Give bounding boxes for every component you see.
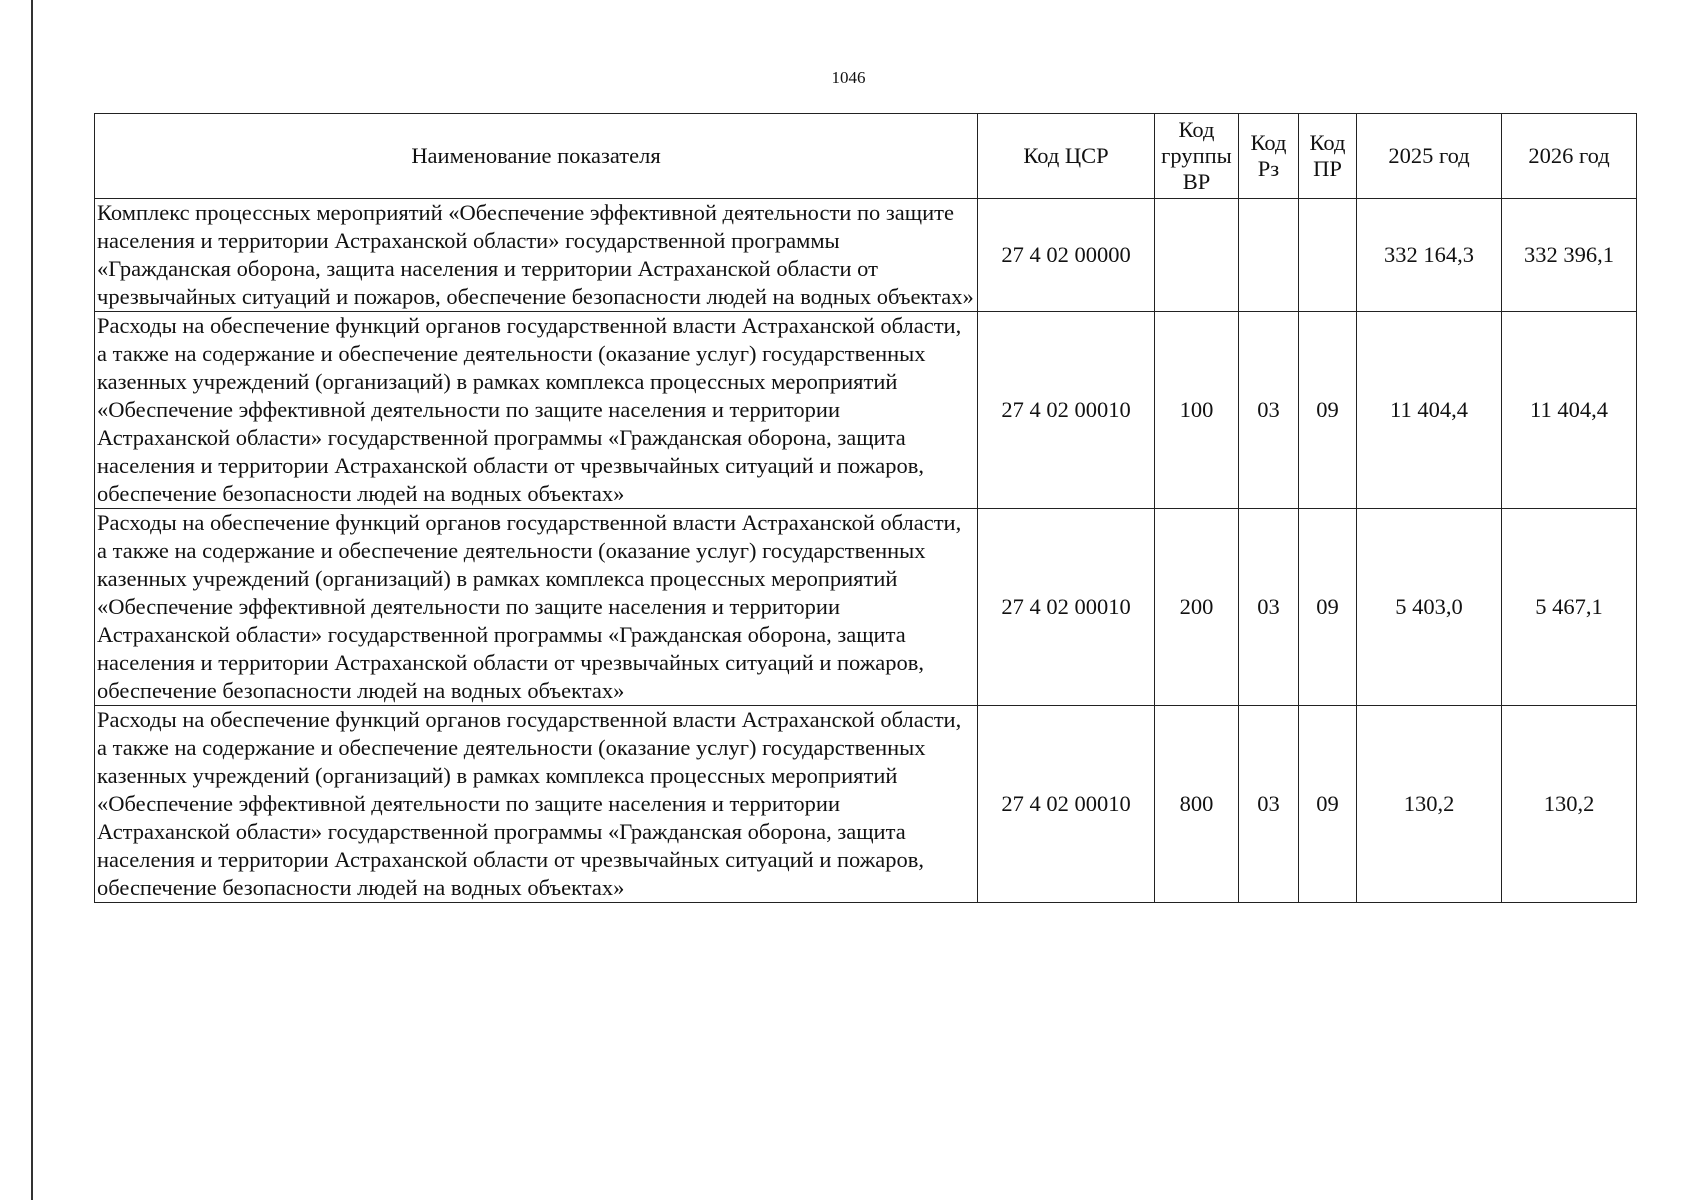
row-name: Расходы на обеспечение функций органов государственной власти Астраханской области, а также на содержание и обеспечение деятельности (оказание услуг) государственных казенных учреждений (организаций) в рамках комплекса процессных мероприятий «Обеспечение эффективной деятельности по защите населения и территории Астраханской области» государственной программы «Гражданская оборона, защита населения и территории Астраханской области от чрезвычайных ситуаций и пожаров, обеспечение безопасности людей на водных объектах» bbox=[95, 312, 978, 509]
header-csr: Код ЦСР bbox=[978, 114, 1155, 199]
binding-line bbox=[31, 0, 33, 1200]
table-row bbox=[95, 706, 1637, 903]
header-vr bbox=[1155, 114, 1239, 199]
page-number: 1046 bbox=[831, 68, 866, 87]
row-pr: 09 bbox=[1299, 509, 1357, 706]
header-vr-line-3: ВР bbox=[1182, 169, 1211, 194]
row-vr: 800 bbox=[1155, 706, 1239, 903]
header-2025: 2025 год bbox=[1357, 114, 1502, 199]
header-rz-line-2: Рз bbox=[1257, 156, 1280, 181]
row-vr: 100 bbox=[1155, 312, 1239, 509]
budget-table bbox=[94, 113, 1637, 903]
table-header-row bbox=[95, 114, 1637, 199]
row-name: Расходы на обеспечение функций органов государственной власти Астраханской области, а также на содержание и обеспечение деятельности (оказание услуг) государственных казенных учреждений (организаций) в рамках комплекса процессных мероприятий «Обеспечение эффективной деятельности по защите населения и территории Астраханской области» государственной программы «Гражданская оборона, защита населения и территории Астраханской области от чрезвычайных ситуаций и пожаров, обеспечение безопасности людей на водных объектах» bbox=[95, 706, 978, 903]
header-vr-line-2: группы bbox=[1161, 143, 1232, 168]
header-pr-line-2: ПР bbox=[1313, 156, 1342, 181]
header-2026: 2026 год bbox=[1502, 114, 1637, 199]
row-vr bbox=[1155, 199, 1239, 312]
row-rz bbox=[1239, 199, 1299, 312]
table-row bbox=[95, 312, 1637, 509]
row-2025: 11 404,4 bbox=[1357, 312, 1502, 509]
row-2026: 332 396,1 bbox=[1502, 199, 1637, 312]
row-csr: 27 4 02 00010 bbox=[978, 509, 1155, 706]
row-csr: 27 4 02 00010 bbox=[978, 706, 1155, 903]
row-name: Расходы на обеспечение функций органов государственной власти Астраханской области, а также на содержание и обеспечение деятельности (оказание услуг) государственных казенных учреждений (организаций) в рамках комплекса процессных мероприятий «Обеспечение эффективной деятельности по защите населения и территории Астраханской области» государственной программы «Гражданская оборона, защита населения и территории Астраханской области от чрезвычайных ситуаций и пожаров, обеспечение безопасности людей на водных объектах» bbox=[95, 509, 978, 706]
row-csr: 27 4 02 00010 bbox=[978, 312, 1155, 509]
row-pr: 09 bbox=[1299, 706, 1357, 903]
row-csr: 27 4 02 00000 bbox=[978, 199, 1155, 312]
row-2025: 130,2 bbox=[1357, 706, 1502, 903]
row-2026: 5 467,1 bbox=[1502, 509, 1637, 706]
row-rz: 03 bbox=[1239, 312, 1299, 509]
row-pr bbox=[1299, 199, 1357, 312]
header-rz bbox=[1239, 114, 1299, 199]
row-rz: 03 bbox=[1239, 706, 1299, 903]
row-rz: 03 bbox=[1239, 509, 1299, 706]
header-pr bbox=[1299, 114, 1357, 199]
row-2026: 11 404,4 bbox=[1502, 312, 1637, 509]
header-name: Наименование показателя bbox=[95, 114, 978, 199]
row-pr: 09 bbox=[1299, 312, 1357, 509]
header-pr-line-1: Код bbox=[1309, 130, 1346, 155]
row-name: Комплекс процессных мероприятий «Обеспечение эффективной деятельности по защите населения и территории Астраханской области» государственной программы «Гражданская оборона, защита населения и территории Астраханской области от чрезвычайных ситуаций и пожаров, обеспечение безопасности людей на водных объектах» bbox=[95, 199, 978, 312]
row-2026: 130,2 bbox=[1502, 706, 1637, 903]
row-2025: 5 403,0 bbox=[1357, 509, 1502, 706]
table-row bbox=[95, 509, 1637, 706]
header-vr-line-1: Код bbox=[1178, 117, 1215, 142]
header-rz-line-1: Код bbox=[1250, 130, 1287, 155]
table-row bbox=[95, 199, 1637, 312]
row-vr: 200 bbox=[1155, 509, 1239, 706]
row-2025: 332 164,3 bbox=[1357, 199, 1502, 312]
